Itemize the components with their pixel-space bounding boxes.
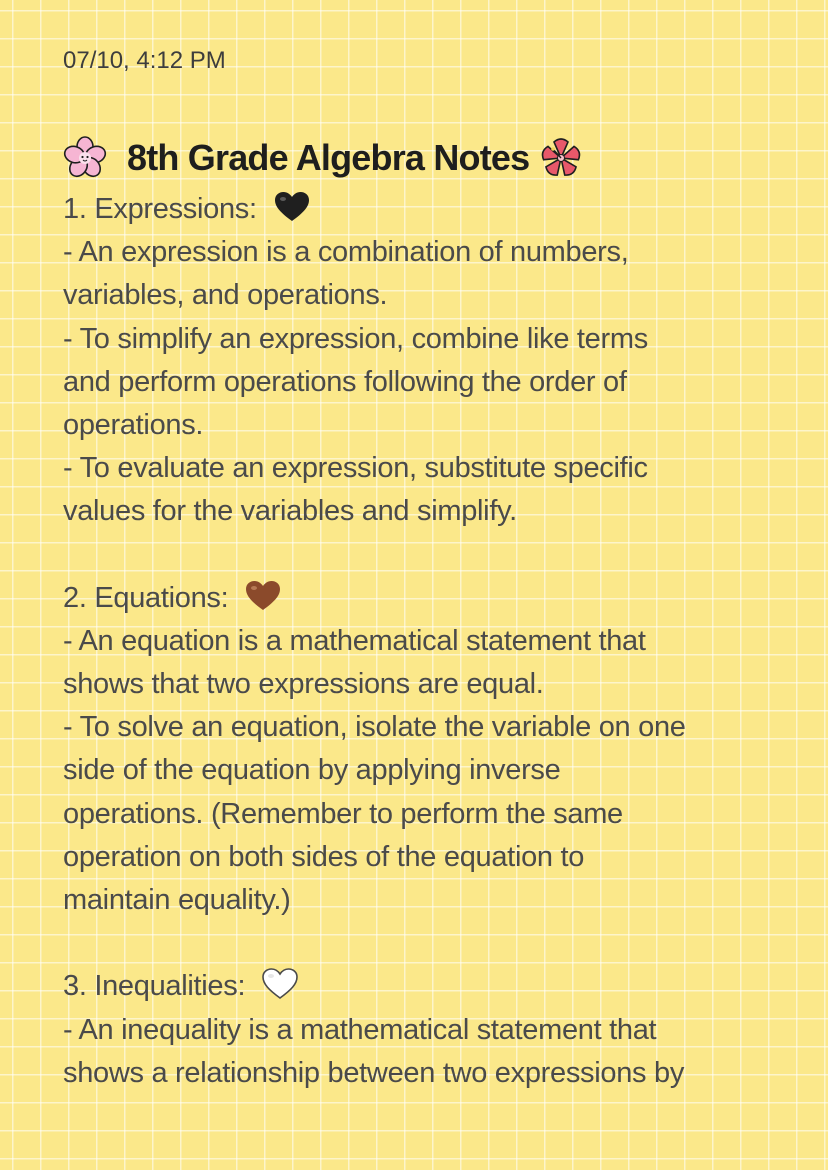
black-heart-icon — [273, 190, 311, 224]
note-line: maintain equality.) — [63, 884, 291, 916]
note-line: - An expression is a combination of numbers, — [63, 236, 629, 269]
blank-line — [63, 922, 783, 965]
note-line: variables, and operations. — [63, 279, 388, 312]
note-title — [63, 130, 783, 186]
white-heart-icon — [261, 967, 299, 1001]
note-line: - An equation is a mathematical statement that — [63, 624, 646, 657]
note-timestamp: 07/10, 4:12 PM — [63, 47, 226, 74]
note-line: side of the equation by applying inverse — [63, 754, 561, 787]
hibiscus-icon — [539, 136, 583, 180]
note-line: shows a relationship between two expressions by — [63, 1056, 685, 1089]
section-heading: 2. Equations: — [63, 577, 783, 620]
note-view — [63, 44, 783, 1095]
note-line: - To simplify an expression, combine like terms — [63, 322, 648, 355]
note-line: operations. (Remember to perform the same — [63, 797, 623, 830]
section-heading: 3. Inequalities: — [63, 965, 783, 1008]
blank-line — [63, 534, 783, 577]
note-line: and perform operations following the order of — [63, 365, 627, 398]
note-line: shows that two expressions are equal. — [63, 668, 544, 701]
cherry-blossom-icon — [63, 136, 107, 180]
brown-heart-icon — [244, 579, 282, 613]
note-line: values for the variables and simplify. — [63, 495, 517, 528]
note-line: - An inequality is a mathematical statement that — [63, 1013, 657, 1046]
note-line: operations. — [63, 408, 204, 441]
note-line: - To evaluate an expression, substitute specific — [63, 452, 648, 485]
note-body — [63, 188, 783, 1095]
section-heading: 1. Expressions: — [63, 188, 783, 231]
note-line: - To solve an equation, isolate the variable on one — [63, 711, 686, 744]
note-line: operation on both sides of the equation to — [63, 840, 585, 873]
note-title-text: 8th Grade Algebra Notes — [127, 137, 530, 178]
